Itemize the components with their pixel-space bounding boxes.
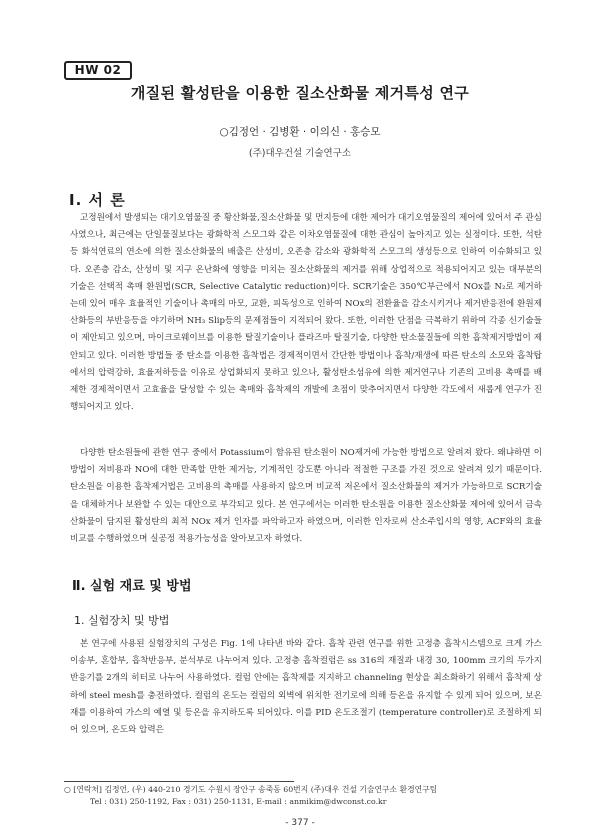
affiliation-line: (주)대우건설 기술연구소: [248, 148, 352, 159]
footnote-phone-email: Tel : 031) 250-1192, Fax : 031) 250-1131, E-mail : anmikim@dwconst.co.kr: [90, 797, 387, 806]
authors-line: ○김정언 · 김병환 · 이의신 · 홍승모: [219, 126, 381, 138]
paper-title: 개질된 활성탄을 이용한 질소산화물 제거특성 연구: [130, 84, 470, 102]
page-number: - 377 -: [285, 818, 315, 828]
body-paragraph: 본 연구에 사용된 실험장치의 구성은 Fig. 1에 나타낸 바와 같다. 흡착 관련 연구를 위한 고정층 흡착시스템으로 크게 가스 이송부, 혼합부, 흡착반응부, 분석부로 나누어져 있다. 고정층 흡착컬럼은 ss 316의 재질과 내경 30, 100mm 크기의 두가지 반응기를 2개의 히터로 나누어 사용하였다. 컬럼 안에는 흡착제를 지지하고 channeling 현상을 최소화하기 위해서 흡착제 상하에 steel mesh를 충전하였다. 컬럼의 온도는 컬럼의 외벽에 위치한 전기로에 의해 등온을 유지할 수 있게 되어 있으며, 보온재를 이용하여 가스의 예열 및 등온을 유지하도록 되어있다. 이를 PID 온도조절기 (temperature controller)로 조절하게 되어 있으며, 온도와 압력은: [70, 639, 542, 736]
footnote-divider: [64, 781, 294, 782]
section-heading-introduction: Ⅰ. 서 론: [69, 191, 126, 209]
session-code-badge: HW 02: [64, 61, 132, 80]
body-paragraph: 고정원에서 발생되는 대기오염물질 중 황산화물,질소산화물 및 먼지등에 대한 제어가 대기오염물질의 제어에 있어서 주 관심사였으나, 최근에는 단일물질보다는 광화학적 스모그와 같은 이차오염물질에 대한 관심이 높아지고 있는 실정이다. 또한, 석탄등 화석연료의 연소에 의한 질소산화물의 배출은 산성비, 오존층 감소와 광화학적 스모그의 생성등으로 인하여 이슈화되고 있다. 오존층 감소, 산성비 및 지구 온난화에 영향을 미치는 질소산화물의 제거를 위해 상업적으로 적용되어지고 있는 대부분의 기술은 선택적 촉매 환원법(SCR, Selective Catalytic reduction)이다. SCR기술은 350℃부근에서 NOx를 N₂로 제거하는데 있어 매우 효율적인 기술이나 촉매의 마모, 교환, 피독성으로 인하여 NOx의 전환율을 감소시키거나 제거반응전에 환원제 산화등의 부반응등을 야기하며 NH₃ Slip등의 문제점들이 지적되어 왔다. 또한, 이러한 단점을 극복하기 위하여 각종 신기술들이 제안되고 있으며, 마이크로웨이브를 이용한 탈질기술이나 플라즈마 탈질기술, 다양한 탄소물질들에 의한 흡착제거방법이 제안되고 있다. 이러한 방법들 중 탄소를 이용한 흡착법은 경제적이면서 간단한 방법이나 흡착/재생에 따른 탄소의 소모와 흡착탑에서의 압력강하, 효율저하등을 이유로 상업화되지 못하고 있으나, 활성탄소섬유에 의한 제거연구나 기존의 고비용 촉매를 배제한 경제적이면서 고효율을 달성할 수 있는 촉매와 흡착제의 개발에 초점이 맞추어지면서 다양한 각도에서 새롭게 연구가 진행되어지고 있다.: [70, 213, 542, 413]
body-paragraph: 다양한 탄소원들에 관한 연구 중에서 Potassium이 함유된 탄소원이 NO제거에 가능한 방법으로 알려져 왔다. 왜냐하면 이 방법이 저비용과 NO에 대한 만족할 만한 제거능, 기계적인 강도뿐 아니라 적절한 구조를 가진 것으로 알려져 있기 때문이다. 탄소원을 이용한 흡착제거법은 고비용의 촉매를 사용하지 않으며 비교적 저온에서 질소산화물의 제거가 가능하므로 SCR기술을 대체하거나 보완할 수 있는 대안으로 부각되고 있다. 본 연구에서는 이러한 탄소원을 이용한 질소산화물 제어에 있어서 금속산화물이 담지된 활성탄의 최적 NOx 제거 인자를 파악하고자 하였으며, 이러한 인자로써 산소주입시의 영향, ACF와의 효율비교를 수행하였으며 실공정 적용가능성을 알아보고자 하였다.: [70, 448, 542, 545]
section-heading-methods: Ⅱ. 실험 재료 및 방법: [72, 579, 192, 594]
subsection-heading: 1. 실험장치 및 방법: [74, 614, 170, 627]
footnote-contact: ○ [연락처] 김정언, (우) 440-210 경기도 수원시 장안구 송죽동 60번지 (주)대우 건설 기술연구소 환경연구팀: [64, 785, 438, 794]
